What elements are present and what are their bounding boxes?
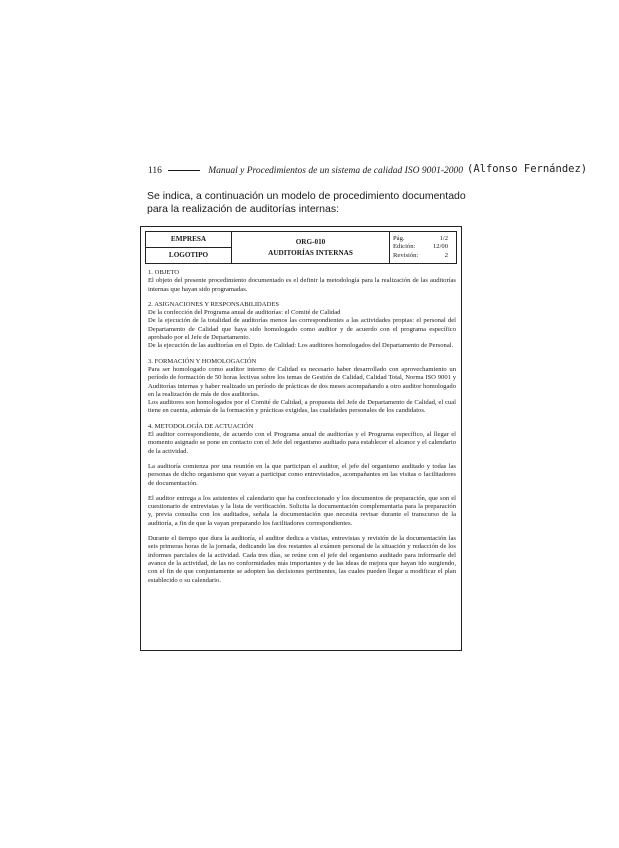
page-number: 116 <box>148 166 162 176</box>
revision-row <box>393 252 456 261</box>
section-paragraph: De la confección del Programa anual de auditorías: el Comité de Calidad <box>148 309 341 317</box>
section-paragraph: Durante el tiempo que dura la auditoría, el auditor dedica a visitas, entrevistas y revisión de la documentación las seis primeras horas de la jornada, dedicando las dos restantes al exámen personal de la situación y redacción de los informes parciales de la actividad. Cada tres días, se reúne con el jefe del organismo auditado para informarle del avance de la actividad, de las no conformidades más importantes y de las ideas de mejora que hayan ido surgiendo, con el fin de que conjuntamente se adopten las decisiones pertinentes, las cuales pueden llegar a modificar el plan establecido o su calendario. <box>148 535 456 584</box>
section-paragraph: La auditoría comienza por una reunión en la que participan el auditor, el jefe del organismo auditado y todas las personas de dicho organismo que vayan a participar como entrevistados, acompañantes en las visitas o facilitadores de documentación. <box>148 462 456 487</box>
section-paragraph: De la ejecución de la totalidad de auditorías menos las correspondientes a las actividades propias: el personal del Departamento de Calidad que haya sido homologado como auditor y de acuerdo con el programa específico aprobado por el Jefe de Departamento. <box>148 317 456 342</box>
page-label: Pág. <box>393 234 405 242</box>
author-annotation: (Alfonso Fernández) <box>467 163 588 175</box>
section-paragraph: El objeto del presente procedimiento documentado es el definir la metodología para la realización de las auditorías internas que hayan sido programadas. <box>148 277 456 293</box>
form-body <box>148 269 456 585</box>
edition-value: 12/00 <box>432 243 448 251</box>
form-header-table <box>145 231 457 264</box>
section-paragraph: El auditor entrega a los asistentes el calendario que ha confeccionado y los documentos de preparación, que son el cuestionario de entrevistas y la lista de verificación. Solicita la documentación complementaria para la preparación y, previa consulta con los auditados, señala la documentación que necesita revisar durante el transcurso de la auditoría, a fin de que la vayan preparando los facilitadores correspondientes. <box>148 494 456 527</box>
logotipo-cell: LOGOTIPO <box>146 248 232 264</box>
header-rule <box>168 170 200 171</box>
edition-row <box>393 243 456 252</box>
page-value: 1/2 <box>439 234 448 242</box>
section-paragraph: Los auditores son homologados por el Comité de Calidad, a propuesta del Jefe de Departamento de Calidad, el cual tiene en cuenta, además de la formación y prácticas exigidas, las cualidades personales de los candidatos. <box>148 399 456 415</box>
procedure-title: AUDITORÍAS INTERNAS <box>268 249 353 257</box>
edition-label: Edición: <box>393 243 416 251</box>
section-paragraph: Para ser homologado como auditor interno de Calidad es necesario haber desarrollado con aprovechamiento un período de formación de 50 horas lectivas sobre los temas de Gestión de Calidad, Calidad Total, Norma ISO 9001 y Auditorías internas y haber realizado un período de prácticas de dos meses acompañando a otro auditor homologado en la realización de más de dos auditorías. <box>148 365 456 398</box>
procedure-code: ORG-010 <box>295 238 326 246</box>
procedure-form <box>140 226 462 651</box>
page-row <box>393 235 456 244</box>
running-head <box>148 166 463 176</box>
section-title-formacion: 3. FORMACIÓN Y HOMOLOGACIÓN <box>148 357 257 365</box>
book-title: Manual y Procedimientos de un sistema de calidad ISO 9001-2000 <box>208 166 463 176</box>
intro-paragraph: Se indica, a continuación un modelo de procedimiento documentado para la realización de auditorías internas: <box>147 190 466 215</box>
section-title-metodologia: 4. METODOLOGÍA DE ACTUACIÓN <box>148 422 254 430</box>
section-title-objeto: 1. OBJETO <box>148 269 180 276</box>
procedure-title-cell <box>232 232 390 263</box>
empresa-cell: EMPRESA <box>146 232 232 248</box>
section-paragraph: El auditor correspondiente, de acuerdo con el Programa anual de auditorías y el Programa específico, al llegar el momento asignado se pone en contacto con el Jefe del organismo auditado para establecer el alcance y el calendario de la actividad. <box>148 431 456 455</box>
revision-label: Revisión: <box>393 251 419 259</box>
section-paragraph: De la ejecución de las auditorías en el Dpto. de Calidad: Los auditores homologados del Departamento de Personal. <box>148 342 454 350</box>
revision-value: 2 <box>444 251 448 259</box>
section-title-asignaciones: 2. ASIGNACIONES Y RESPONSABILIDADES <box>148 300 280 308</box>
document-control-cell <box>390 232 456 263</box>
